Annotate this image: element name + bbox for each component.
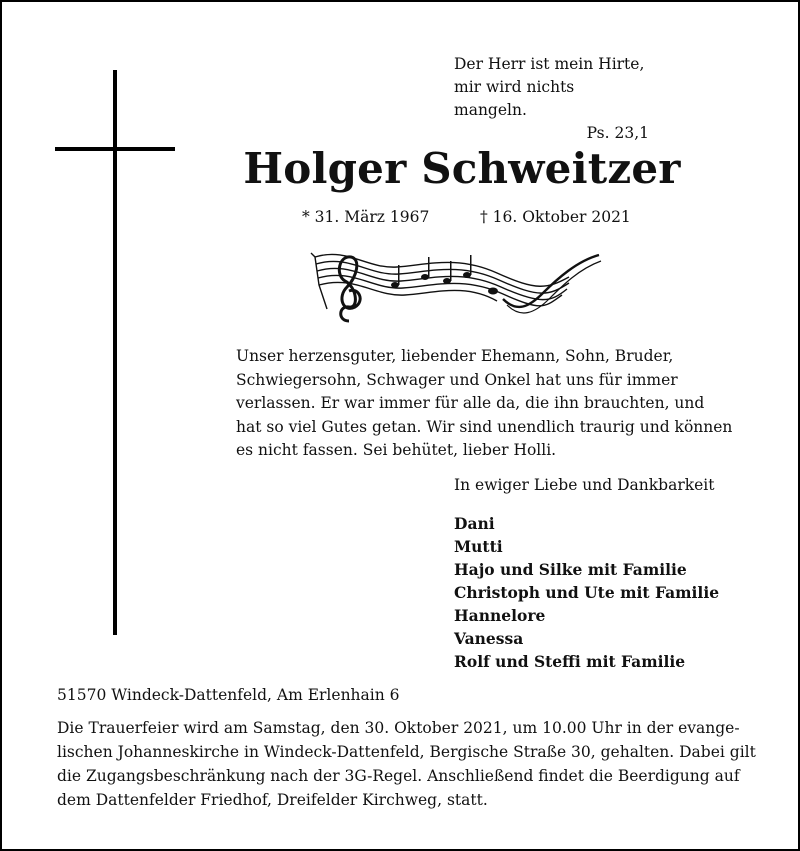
family-member: Mutti bbox=[454, 537, 503, 556]
message-line: hat so viel Gutes getan. Wir sind unendlich traurig und können bbox=[236, 417, 733, 436]
funeral-line: die Zugangsbeschränkung nach der 3G-Regel. Anschließend findet die Beerdigung auf bbox=[57, 767, 740, 785]
family-member: Christoph und Ute mit Familie bbox=[454, 583, 720, 602]
psalm-reference: Ps. 23,1 bbox=[586, 124, 649, 142]
cross-horizontal-bar bbox=[55, 147, 175, 151]
family-member: Hajo und Silke mit Familie bbox=[454, 560, 687, 579]
family-address: 51570 Windeck-Dattenfeld, Am Erlenhain 6 bbox=[57, 686, 400, 704]
family-member: Hannelore bbox=[454, 606, 546, 625]
funeral-line: Die Trauerfeier wird am Samstag, den 30. Oktober 2021, um 10.00 Uhr in der evange- bbox=[57, 719, 740, 737]
message-line: Unser herzensguter, liebender Ehemann, Sohn, Bruder, bbox=[236, 347, 674, 365]
deceased-name: Holger Schweitzer bbox=[243, 144, 681, 193]
birth-date: * 31. März 1967 bbox=[302, 208, 430, 226]
funeral-line: dem Dattenfelder Friedhof, Dreifelder Kirchweg, statt. bbox=[57, 791, 488, 809]
closing-phrase: In ewiger Liebe und Dankbarkeit bbox=[454, 476, 715, 494]
message-line: es nicht fassen. Sei behütet, lieber Holli. bbox=[236, 441, 557, 459]
funeral-line: lischen Johanneskirche in Windeck-Dattenfeld, Bergische Straße 30, gehalten. Dabei gilt bbox=[57, 743, 756, 761]
psalm-line-1: Der Herr ist mein Hirte, bbox=[454, 55, 645, 73]
obituary-message bbox=[236, 345, 736, 463]
cross-vertical-bar bbox=[113, 70, 117, 635]
message-line: verlassen. Er war immer für alle da, die ihn brauchten, und bbox=[236, 394, 705, 412]
family-member: Dani bbox=[454, 514, 495, 533]
death-date: † 16. Oktober 2021 bbox=[480, 208, 631, 226]
message-line: Schwiegersohn, Schwager und Onkel hat uns für immer bbox=[236, 370, 678, 389]
psalm-quote bbox=[454, 53, 649, 145]
family-member: Vanessa bbox=[454, 629, 524, 648]
family-list bbox=[454, 512, 719, 673]
music-staff-treble-clef-icon bbox=[307, 247, 607, 327]
family-member: Rolf und Steffi mit Familie bbox=[454, 652, 686, 671]
psalm-line-2: mir wird nichts mangeln. bbox=[454, 78, 575, 119]
funeral-details bbox=[57, 716, 756, 812]
